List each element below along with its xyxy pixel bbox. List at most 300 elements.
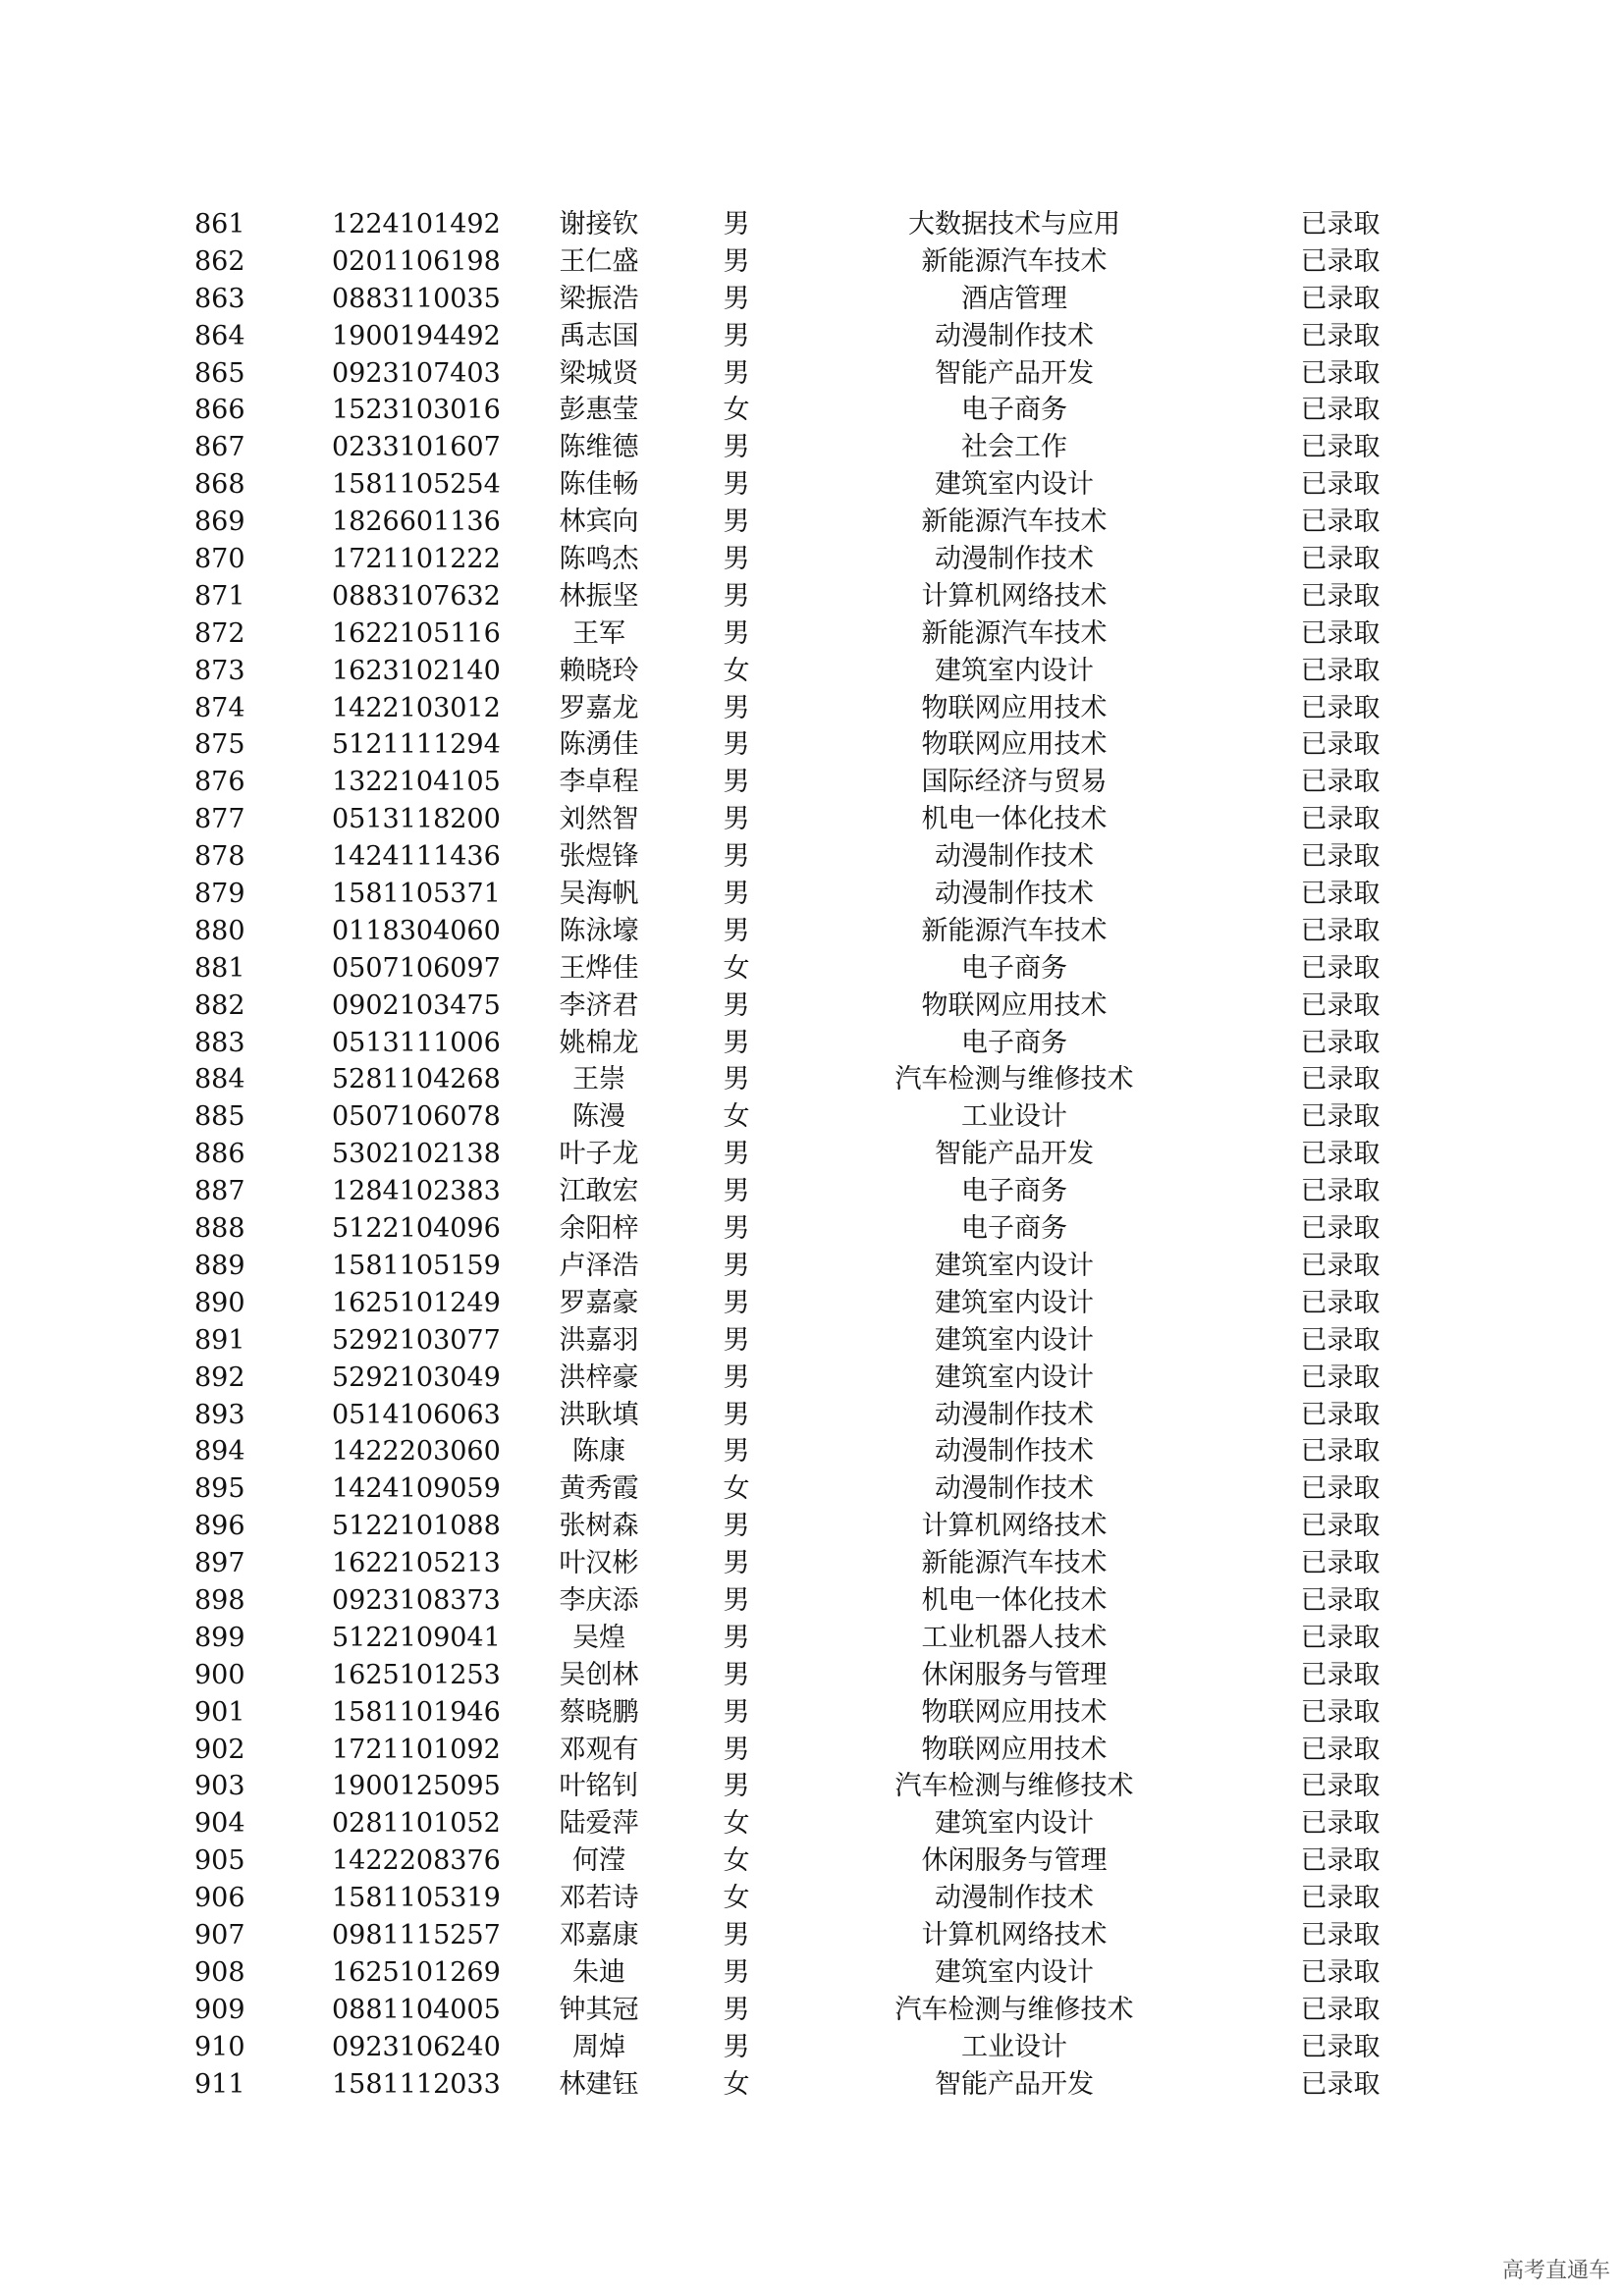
candidate-id: 0513118200 — [332, 804, 501, 835]
table-row — [0, 950, 1624, 988]
table-row — [0, 801, 1624, 838]
gender: 男 — [723, 507, 750, 538]
row-number: 910 — [194, 2031, 245, 2062]
major: 动漫制作技术 — [935, 879, 1094, 910]
major: 建筑室内设计 — [935, 1362, 1094, 1393]
table-row — [0, 1992, 1624, 2029]
admission-status: 已录取 — [1300, 580, 1380, 612]
gender: 男 — [723, 1176, 750, 1207]
major: 智能产品开发 — [935, 2068, 1094, 2100]
candidate-id: 0883107632 — [332, 580, 501, 612]
row-number: 889 — [194, 1250, 245, 1281]
candidate-id: 0923108373 — [332, 1584, 501, 1616]
row-number: 868 — [194, 469, 245, 501]
admission-status: 已录取 — [1300, 804, 1380, 835]
major: 国际经济与贸易 — [921, 767, 1108, 798]
row-number: 893 — [194, 1399, 245, 1430]
table-row — [0, 318, 1624, 355]
student-name: 邓观有 — [559, 1734, 639, 1765]
candidate-id: 5292103077 — [332, 1324, 501, 1356]
table-row — [0, 1732, 1624, 1769]
table-row — [0, 726, 1624, 764]
gender: 男 — [723, 804, 750, 835]
gender: 男 — [723, 1584, 750, 1616]
admission-status: 已录取 — [1300, 544, 1380, 575]
row-number: 905 — [194, 1845, 245, 1877]
admission-status: 已录取 — [1300, 989, 1380, 1021]
table-row — [0, 1508, 1624, 1545]
row-number: 887 — [194, 1176, 245, 1207]
candidate-id: 1581105159 — [332, 1250, 501, 1281]
gender: 男 — [723, 1139, 750, 1170]
admission-status: 已录取 — [1300, 1101, 1380, 1133]
row-number: 885 — [194, 1101, 245, 1133]
student-name: 谢接钦 — [559, 209, 639, 240]
student-name: 吴创林 — [559, 1659, 639, 1690]
table-row — [0, 1173, 1624, 1210]
admission-status: 已录取 — [1300, 507, 1380, 538]
student-name: 陈漫 — [572, 1101, 625, 1133]
gender: 男 — [723, 357, 750, 389]
admission-status: 已录取 — [1300, 1176, 1380, 1207]
table-row — [0, 1285, 1624, 1322]
table-row — [0, 1657, 1624, 1694]
major: 工业设计 — [961, 1101, 1067, 1133]
gender: 男 — [723, 692, 750, 723]
candidate-id: 5121111294 — [332, 729, 501, 761]
row-number: 883 — [194, 1027, 245, 1058]
gender: 女 — [723, 1101, 750, 1133]
student-name: 陈鸣杰 — [559, 544, 639, 575]
student-name: 叶汉彬 — [559, 1548, 639, 1579]
row-number: 866 — [194, 395, 245, 426]
table-row — [0, 2029, 1624, 2066]
table-row — [0, 541, 1624, 578]
admission-status: 已录取 — [1300, 1808, 1380, 1840]
major: 建筑室内设计 — [935, 469, 1094, 501]
table-row — [0, 1322, 1624, 1360]
row-number: 877 — [194, 804, 245, 835]
row-number: 876 — [194, 767, 245, 798]
row-number: 899 — [194, 1622, 245, 1653]
admission-status: 已录取 — [1300, 1399, 1380, 1430]
student-name: 梁振浩 — [559, 283, 639, 314]
gender: 男 — [723, 1399, 750, 1430]
major: 建筑室内设计 — [935, 1808, 1094, 1840]
table-row — [0, 243, 1624, 281]
table-row — [0, 1397, 1624, 1434]
major: 智能产品开发 — [935, 1139, 1094, 1170]
candidate-id: 1581112033 — [332, 2068, 501, 2100]
row-number: 863 — [194, 283, 245, 314]
table-row — [0, 1248, 1624, 1285]
candidate-id: 1625101269 — [332, 1956, 501, 1988]
candidate-id: 0507106097 — [332, 952, 501, 984]
admission-status: 已录取 — [1300, 1324, 1380, 1356]
row-number: 890 — [194, 1287, 245, 1318]
gender: 女 — [723, 952, 750, 984]
candidate-id: 1424109059 — [332, 1473, 501, 1505]
candidate-id: 1581105254 — [332, 469, 501, 501]
admission-status: 已录取 — [1300, 432, 1380, 463]
student-name: 吴煌 — [572, 1622, 625, 1653]
gender: 男 — [723, 1919, 750, 1950]
major: 大数据技术与应用 — [908, 209, 1120, 240]
student-name: 林建钰 — [559, 2068, 639, 2100]
candidate-id: 5302102138 — [332, 1139, 501, 1170]
gender: 男 — [723, 1511, 750, 1542]
table-row — [0, 1880, 1624, 1917]
student-name: 罗嘉龙 — [559, 692, 639, 723]
admission-status: 已录取 — [1300, 1250, 1380, 1281]
row-number: 898 — [194, 1584, 245, 1616]
major: 汽车检测与维修技术 — [894, 1771, 1134, 1802]
row-number: 895 — [194, 1473, 245, 1505]
admission-status: 已录取 — [1300, 1064, 1380, 1095]
major: 动漫制作技术 — [935, 1399, 1094, 1430]
major: 汽车检测与维修技术 — [894, 1064, 1134, 1095]
table-row — [0, 1768, 1624, 1805]
admission-status: 已录取 — [1300, 1362, 1380, 1393]
student-name: 陈佳畅 — [559, 469, 639, 501]
major: 动漫制作技术 — [935, 1473, 1094, 1505]
gender: 男 — [723, 1027, 750, 1058]
major: 新能源汽车技术 — [921, 617, 1108, 649]
student-name: 洪嘉羽 — [559, 1324, 639, 1356]
student-name: 洪耿填 — [559, 1399, 639, 1430]
student-name: 王崇 — [572, 1064, 625, 1095]
major: 智能产品开发 — [935, 357, 1094, 389]
row-number: 872 — [194, 617, 245, 649]
gender: 男 — [723, 2031, 750, 2062]
major: 机电一体化技术 — [921, 1584, 1108, 1616]
admission-status: 已录取 — [1300, 357, 1380, 389]
admission-status: 已录取 — [1300, 469, 1380, 501]
student-name: 李卓程 — [559, 767, 639, 798]
major: 新能源汽车技术 — [921, 1548, 1108, 1579]
student-name: 叶子龙 — [559, 1139, 639, 1170]
row-number: 864 — [194, 320, 245, 351]
row-number: 896 — [194, 1511, 245, 1542]
admission-status: 已录取 — [1300, 729, 1380, 761]
gender: 男 — [723, 469, 750, 501]
student-name: 钟其冠 — [559, 1994, 639, 2025]
gender: 男 — [723, 1734, 750, 1765]
candidate-id: 0923106240 — [332, 2031, 501, 2062]
admission-status: 已录取 — [1300, 320, 1380, 351]
row-number: 911 — [194, 2068, 245, 2100]
admission-status: 已录取 — [1300, 879, 1380, 910]
candidate-id: 1622105116 — [332, 617, 501, 649]
table-row — [0, 653, 1624, 690]
student-name: 卢泽浩 — [559, 1250, 639, 1281]
student-name: 朱迪 — [572, 1956, 625, 1988]
major: 新能源汽车技术 — [921, 507, 1108, 538]
row-number: 903 — [194, 1771, 245, 1802]
row-number: 875 — [194, 729, 245, 761]
gender: 男 — [723, 915, 750, 946]
candidate-id: 0281101052 — [332, 1808, 501, 1840]
table-row — [0, 206, 1624, 243]
table-row — [0, 504, 1624, 541]
table-row — [0, 838, 1624, 876]
admission-status: 已录取 — [1300, 1584, 1380, 1616]
gender: 女 — [723, 1808, 750, 1840]
gender: 男 — [723, 580, 750, 612]
admission-status: 已录取 — [1300, 1213, 1380, 1245]
major: 电子商务 — [961, 952, 1067, 984]
candidate-id: 1523103016 — [332, 395, 501, 426]
admission-status: 已录取 — [1300, 2068, 1380, 2100]
gender: 男 — [723, 1956, 750, 1988]
candidate-id: 1826601136 — [332, 507, 501, 538]
major: 休闲服务与管理 — [921, 1845, 1108, 1877]
admission-status: 已录取 — [1300, 915, 1380, 946]
gender: 女 — [723, 395, 750, 426]
student-name: 禹志国 — [559, 320, 639, 351]
major: 电子商务 — [961, 1027, 1067, 1058]
gender: 女 — [723, 655, 750, 686]
gender: 男 — [723, 879, 750, 910]
row-number: 870 — [194, 544, 245, 575]
student-name: 陈康 — [572, 1436, 625, 1468]
major: 动漫制作技术 — [935, 320, 1094, 351]
table-row — [0, 1360, 1624, 1397]
gender: 男 — [723, 989, 750, 1021]
student-name: 陆爱萍 — [559, 1808, 639, 1840]
gender: 男 — [723, 544, 750, 575]
row-number: 882 — [194, 989, 245, 1021]
row-number: 901 — [194, 1696, 245, 1728]
row-number: 871 — [194, 580, 245, 612]
candidate-id: 5122104096 — [332, 1213, 501, 1245]
table-row — [0, 1136, 1624, 1173]
major: 物联网应用技术 — [921, 729, 1108, 761]
admission-status: 已录取 — [1300, 1845, 1380, 1877]
row-number: 892 — [194, 1362, 245, 1393]
candidate-id: 5292103049 — [332, 1362, 501, 1393]
gender: 男 — [723, 432, 750, 463]
admission-status: 已录取 — [1300, 1919, 1380, 1950]
row-number: 878 — [194, 841, 245, 873]
student-name: 蔡晓鹏 — [559, 1696, 639, 1728]
candidate-id: 0881104005 — [332, 1994, 501, 2025]
table-row — [0, 1917, 1624, 1954]
admission-status: 已录取 — [1300, 692, 1380, 723]
row-number: 908 — [194, 1956, 245, 1988]
table-row — [0, 1025, 1624, 1062]
student-name: 赖晓玲 — [559, 655, 639, 686]
admission-status: 已录取 — [1300, 1994, 1380, 2025]
table-row — [0, 1098, 1624, 1136]
student-name: 陈泳壕 — [559, 915, 639, 946]
row-number: 884 — [194, 1064, 245, 1095]
student-name: 吴海帆 — [559, 879, 639, 910]
candidate-id: 1625101249 — [332, 1287, 501, 1318]
candidate-id: 1581105371 — [332, 879, 501, 910]
table-row — [0, 355, 1624, 393]
candidate-id: 1422203060 — [332, 1436, 501, 1468]
major: 动漫制作技术 — [935, 1883, 1094, 1914]
candidate-id: 1721101222 — [332, 544, 501, 575]
gender: 女 — [723, 1883, 750, 1914]
student-name: 江敢宏 — [559, 1176, 639, 1207]
student-name: 姚棉龙 — [559, 1027, 639, 1058]
table-row — [0, 988, 1624, 1025]
table-row — [0, 764, 1624, 801]
table-row — [0, 913, 1624, 950]
table-row — [0, 1954, 1624, 1992]
candidate-id: 0233101607 — [332, 432, 501, 463]
major: 社会工作 — [961, 432, 1067, 463]
student-name: 王军 — [572, 617, 625, 649]
candidate-id: 5122109041 — [332, 1622, 501, 1653]
row-number: 906 — [194, 1883, 245, 1914]
admission-status: 已录取 — [1300, 1473, 1380, 1505]
admission-status: 已录取 — [1300, 283, 1380, 314]
student-name: 陈湧佳 — [559, 729, 639, 761]
candidate-id: 5122101088 — [332, 1511, 501, 1542]
row-number: 900 — [194, 1659, 245, 1690]
student-name: 梁城贤 — [559, 357, 639, 389]
gender: 男 — [723, 767, 750, 798]
admission-status: 已录取 — [1300, 1771, 1380, 1802]
gender: 男 — [723, 1696, 750, 1728]
candidate-id: 1622105213 — [332, 1548, 501, 1579]
row-number: 867 — [194, 432, 245, 463]
table-row — [0, 1061, 1624, 1098]
student-name: 邓嘉康 — [559, 1919, 639, 1950]
admission-table — [0, 206, 1624, 2103]
row-number: 891 — [194, 1324, 245, 1356]
major: 动漫制作技术 — [935, 1436, 1094, 1468]
candidate-id: 0981115257 — [332, 1919, 501, 1950]
candidate-id: 1581105319 — [332, 1883, 501, 1914]
student-name: 李济君 — [559, 989, 639, 1021]
major: 休闲服务与管理 — [921, 1659, 1108, 1690]
admission-status: 已录取 — [1300, 952, 1380, 984]
admission-status: 已录取 — [1300, 1659, 1380, 1690]
major: 物联网应用技术 — [921, 692, 1108, 723]
table-row — [0, 690, 1624, 727]
major: 电子商务 — [961, 1213, 1067, 1245]
student-name: 黄秀霞 — [559, 1473, 639, 1505]
candidate-id: 5281104268 — [332, 1064, 501, 1095]
table-row — [0, 1620, 1624, 1657]
major: 计算机网络技术 — [921, 1919, 1108, 1950]
student-name: 洪梓豪 — [559, 1362, 639, 1393]
table-row — [0, 2066, 1624, 2104]
row-number: 869 — [194, 507, 245, 538]
admission-status: 已录取 — [1300, 1287, 1380, 1318]
admission-status: 已录取 — [1300, 1139, 1380, 1170]
gender: 男 — [723, 617, 750, 649]
major: 新能源汽车技术 — [921, 915, 1108, 946]
student-name: 张树森 — [559, 1511, 639, 1542]
candidate-id: 1424111436 — [332, 841, 501, 873]
major: 建筑室内设计 — [935, 1287, 1094, 1318]
candidate-id: 1581101946 — [332, 1696, 501, 1728]
table-row — [0, 1433, 1624, 1470]
gender: 男 — [723, 1994, 750, 2025]
admission-status: 已录取 — [1300, 1734, 1380, 1765]
student-name: 林振坚 — [559, 580, 639, 612]
admission-status: 已录取 — [1300, 1436, 1380, 1468]
table-row — [0, 466, 1624, 504]
gender: 男 — [723, 1287, 750, 1318]
admission-status: 已录取 — [1300, 1027, 1380, 1058]
table-row — [0, 578, 1624, 615]
admission-status: 已录取 — [1300, 655, 1380, 686]
table-row — [0, 1545, 1624, 1582]
student-name: 余阳梓 — [559, 1213, 639, 1245]
row-number: 897 — [194, 1548, 245, 1579]
row-number: 902 — [194, 1734, 245, 1765]
major: 计算机网络技术 — [921, 580, 1108, 612]
candidate-id: 0118304060 — [332, 915, 501, 946]
major: 计算机网络技术 — [921, 1511, 1108, 1542]
gender: 男 — [723, 283, 750, 314]
candidate-id: 0883110035 — [332, 283, 501, 314]
major: 动漫制作技术 — [935, 544, 1094, 575]
major: 动漫制作技术 — [935, 841, 1094, 873]
major: 工业机器人技术 — [921, 1622, 1108, 1653]
major: 酒店管理 — [961, 283, 1067, 314]
gender: 男 — [723, 1622, 750, 1653]
major: 电子商务 — [961, 1176, 1067, 1207]
row-number: 873 — [194, 655, 245, 686]
candidate-id: 0902103475 — [332, 989, 501, 1021]
watermark: 高考直通车 — [1501, 2259, 1610, 2283]
gender: 男 — [723, 320, 750, 351]
row-number: 880 — [194, 915, 245, 946]
admission-status: 已录取 — [1300, 617, 1380, 649]
table-row — [0, 1470, 1624, 1508]
student-name: 陈维德 — [559, 432, 639, 463]
major: 物联网应用技术 — [921, 1734, 1108, 1765]
candidate-id: 0513111006 — [332, 1027, 501, 1058]
admission-status: 已录取 — [1300, 841, 1380, 873]
table-row — [0, 429, 1624, 466]
student-name: 邓若诗 — [559, 1883, 639, 1914]
gender: 男 — [723, 1064, 750, 1095]
candidate-id: 0201106198 — [332, 245, 501, 277]
major: 物联网应用技术 — [921, 989, 1108, 1021]
candidate-id: 1224101492 — [332, 209, 501, 240]
student-name: 何滢 — [572, 1845, 625, 1877]
admission-status: 已录取 — [1300, 209, 1380, 240]
gender: 男 — [723, 1362, 750, 1393]
gender: 男 — [723, 209, 750, 240]
table-row — [0, 1805, 1624, 1842]
table-row — [0, 392, 1624, 429]
gender: 男 — [723, 245, 750, 277]
candidate-id: 1900125095 — [332, 1771, 501, 1802]
admission-status: 已录取 — [1300, 2031, 1380, 2062]
candidate-id: 0514106063 — [332, 1399, 501, 1430]
student-name: 王仁盛 — [559, 245, 639, 277]
student-name: 叶铭钊 — [559, 1771, 639, 1802]
table-row — [0, 615, 1624, 653]
gender: 男 — [723, 1324, 750, 1356]
gender: 男 — [723, 1548, 750, 1579]
candidate-id: 1422208376 — [332, 1845, 501, 1877]
student-name: 王烨佳 — [559, 952, 639, 984]
major: 物联网应用技术 — [921, 1696, 1108, 1728]
row-number: 865 — [194, 357, 245, 389]
candidate-id: 1422103012 — [332, 692, 501, 723]
major: 电子商务 — [961, 395, 1067, 426]
